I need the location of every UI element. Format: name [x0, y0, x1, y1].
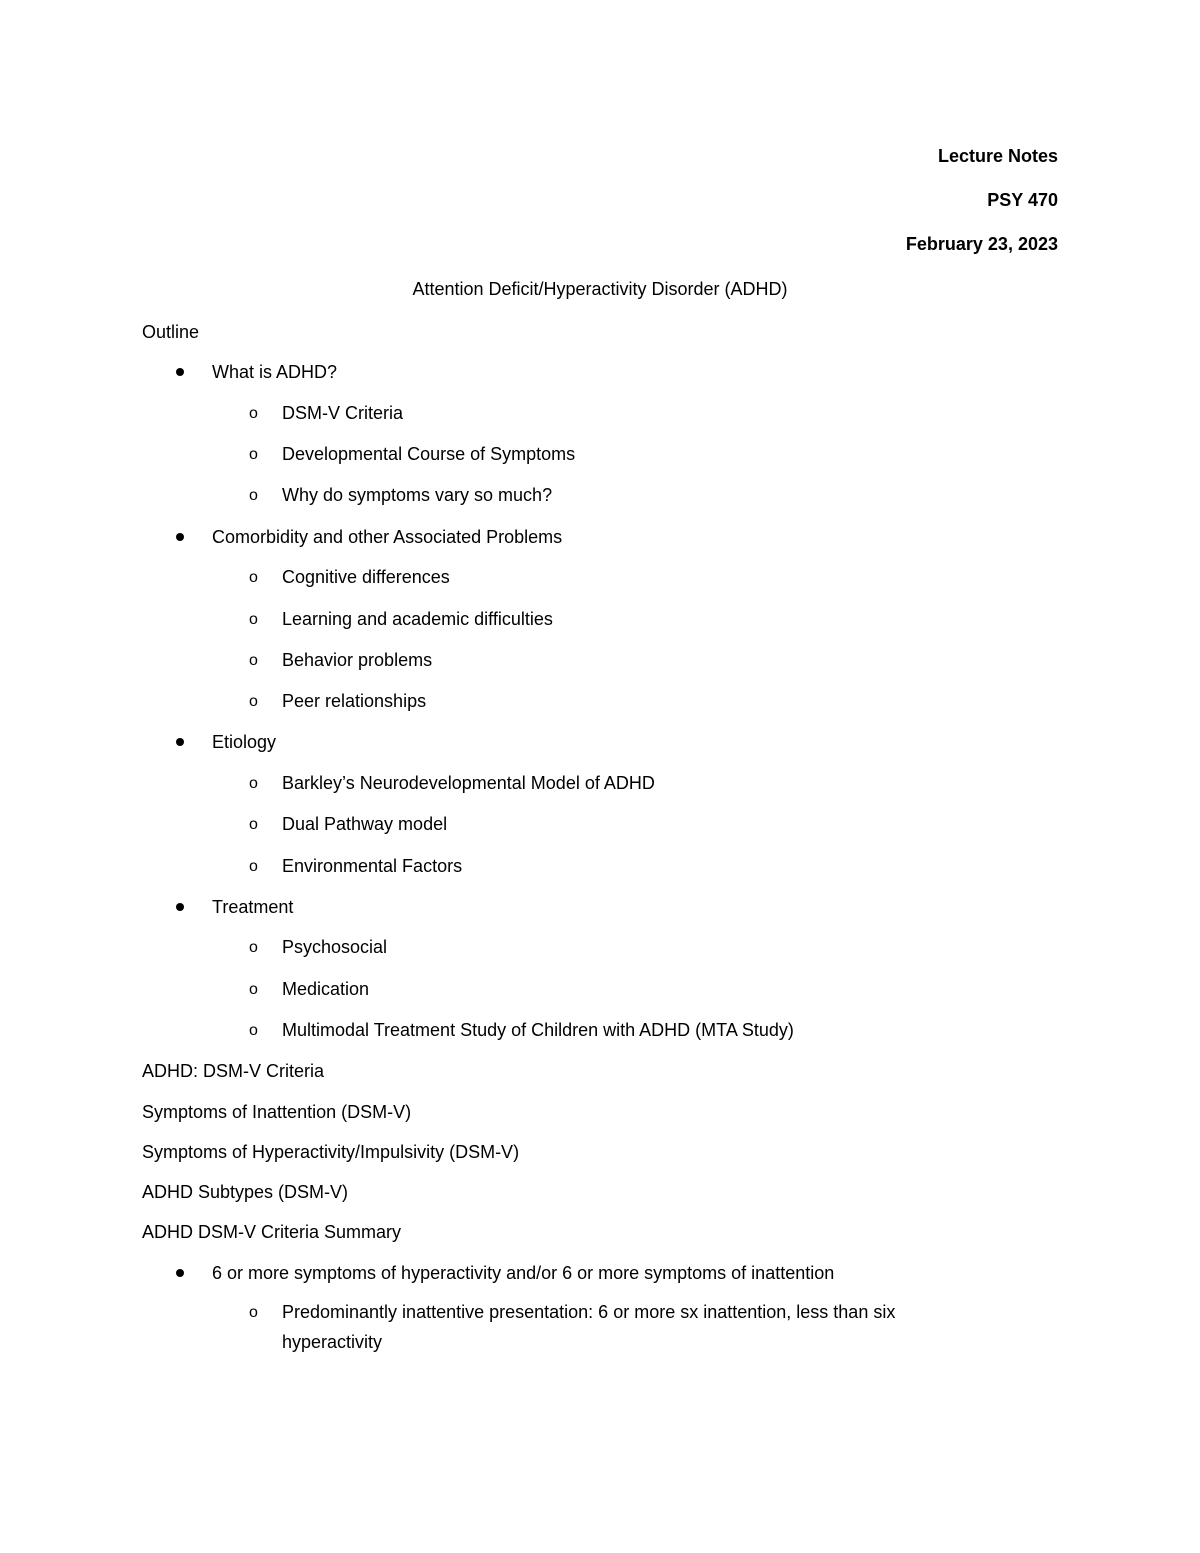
outline-heading: Outline	[142, 322, 200, 342]
sub-bullet-icon: o	[249, 405, 258, 422]
header-line-2: PSY 470	[987, 190, 1058, 210]
header-line-1: Lecture Notes	[937, 146, 1058, 166]
section-heading: Symptoms of Inattention (DSM-V)	[142, 1102, 412, 1122]
outline-subitem: DSM-V Criteria	[282, 403, 404, 423]
outline-subitem: Learning and academic difficulties	[282, 609, 553, 629]
summary-item: 6 or more symptoms of hyperactivity and/or 6 or more symptoms of inattention	[212, 1263, 835, 1283]
bullet-icon	[176, 368, 184, 376]
sub-bullet-icon: o	[249, 446, 258, 463]
sub-bullet-icon: o	[249, 693, 258, 710]
outline-subitem: Cognitive differences	[282, 567, 450, 587]
outline-subitem: Behavior problems	[282, 650, 433, 670]
sub-bullet-icon: o	[249, 487, 258, 504]
outline-subitem: Peer relationships	[282, 691, 427, 711]
outline-subitem: Psychosocial	[282, 937, 388, 957]
outline-item: Treatment	[212, 897, 294, 917]
sub-bullet-icon: o	[249, 569, 258, 586]
sub-bullet-icon: o	[249, 858, 258, 875]
outline-subitem: Medication	[282, 979, 370, 999]
outline-subitem: Developmental Course of Symptoms	[282, 444, 576, 464]
outline-subitem: Environmental Factors	[282, 856, 463, 876]
summary-subitem: Predominantly inattentive presentation: 6 or more sx inattention, less than six hyperactivity	[282, 1302, 896, 1352]
outline-subitem: Barkley’s Neurodevelopmental Model of ADHD	[282, 773, 655, 793]
sub-bullet-icon: o	[249, 1022, 258, 1039]
sub-bullet-icon: o	[249, 1304, 258, 1321]
section-heading: Symptoms of Hyperactivity/Impulsivity (DSM-V)	[142, 1142, 520, 1162]
outline-subitem: Multimodal Treatment Study of Children with ADHD (MTA Study)	[282, 1020, 794, 1040]
sub-bullet-icon: o	[249, 981, 258, 998]
bullet-icon	[176, 903, 184, 911]
header-line-3: February 23, 2023	[905, 234, 1058, 254]
bullet-icon	[176, 738, 184, 746]
outline-item: What is ADHD?	[212, 362, 338, 382]
sub-bullet-icon: o	[249, 611, 258, 628]
outline-item: Comorbidity and other Associated Problems	[212, 527, 563, 547]
section-heading: ADHD: DSM-V Criteria	[142, 1061, 325, 1081]
sub-bullet-icon: o	[249, 939, 258, 956]
outline-item: Etiology	[212, 732, 277, 752]
section-heading: ADHD Subtypes (DSM-V)	[142, 1182, 349, 1202]
section-heading: ADHD DSM-V Criteria Summary	[142, 1222, 402, 1242]
bullet-icon	[176, 1269, 184, 1277]
sub-bullet-icon: o	[249, 775, 258, 792]
bullet-icon	[176, 533, 184, 541]
sub-bullet-icon: o	[249, 816, 258, 833]
outline-subitem: Dual Pathway model	[282, 814, 448, 834]
document-title: Attention Deficit/Hyperactivity Disorder (ADHD)	[412, 279, 788, 299]
sub-bullet-icon: o	[249, 652, 258, 669]
outline-subitem: Why do symptoms vary so much?	[282, 485, 553, 505]
